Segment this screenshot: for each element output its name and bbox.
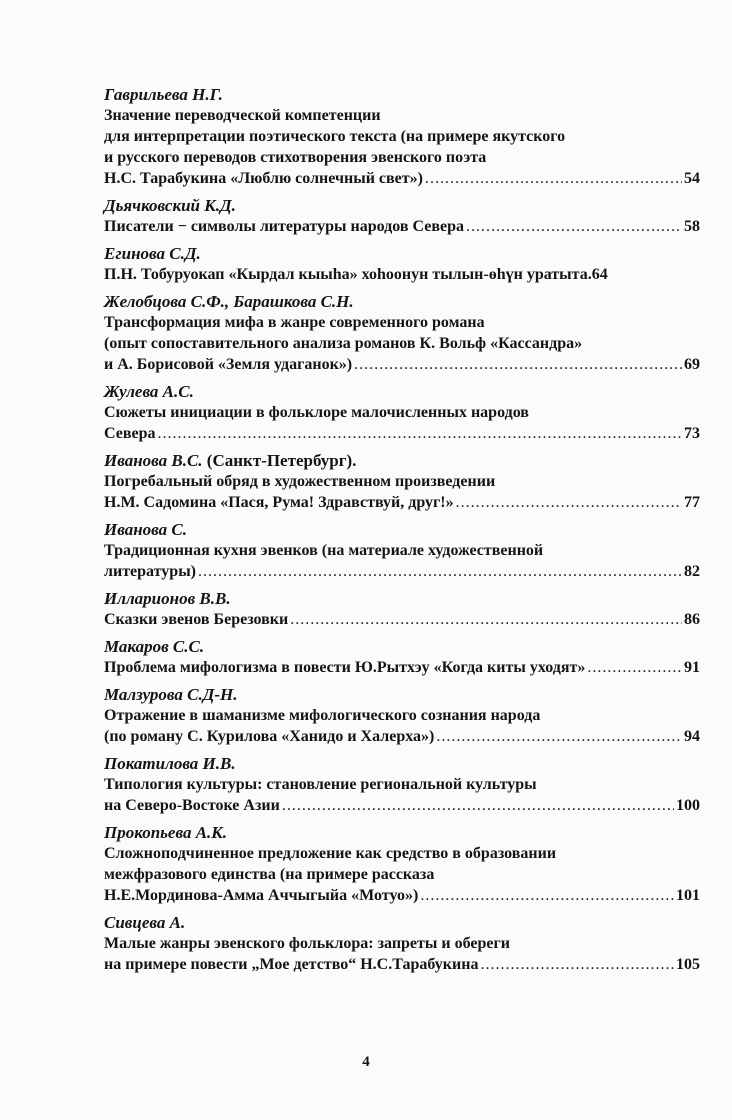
entry-page-number: 69 xyxy=(684,356,700,373)
leader-dots xyxy=(587,657,682,678)
entry-author: Желобцова С.Ф., Барашкова С.Н. xyxy=(104,292,354,311)
entry-author: Иванова С. xyxy=(104,520,187,539)
leader-dots xyxy=(198,561,682,582)
leader-dots xyxy=(354,354,682,375)
entry-page-number: 101 xyxy=(676,887,700,904)
toc-entry xyxy=(104,450,700,513)
entry-title-line: для интерпретации поэтического текста (на примере якутского xyxy=(104,128,566,145)
toc-entry xyxy=(104,822,700,906)
entry-page-number: 105 xyxy=(676,956,700,973)
entry-title-line: и русского переводов стихотворения эвенского поэта xyxy=(104,149,487,166)
entry-title-line: межфразового единства (на примере рассказа xyxy=(104,866,435,883)
toc-entry xyxy=(104,243,700,285)
entry-author: Макаров С.С. xyxy=(104,637,205,656)
leader-dots xyxy=(436,726,682,747)
toc-entry xyxy=(104,684,700,747)
entry-author: Прокопьева А.К. xyxy=(104,823,228,842)
entry-title-line: Традиционная кухня эвенков (на материале художественной xyxy=(104,542,544,559)
entry-author-note: (Санкт-Петербург). xyxy=(202,451,357,470)
leader-dots xyxy=(282,795,674,816)
entry-page-number: 91 xyxy=(684,659,700,676)
entry-author: Малзурова С.Д-Н. xyxy=(104,685,238,704)
toc-entry xyxy=(104,84,700,189)
toc-entry xyxy=(104,291,700,375)
toc-entry xyxy=(104,195,700,237)
entry-title-line: Сюжеты инициации в фольклоре малочисленных народов xyxy=(104,404,529,421)
toc-entry xyxy=(104,381,700,444)
entry-title-line: Отражение в шаманизме мифологического сознания народа xyxy=(104,707,541,724)
entry-author: Покатилова И.В. xyxy=(104,754,236,773)
entry-author: Иванова В.С. (Санкт-Петербург). xyxy=(104,451,357,470)
entry-title-line: Значение переводческой компетенции xyxy=(104,107,381,124)
toc-entry xyxy=(104,753,700,816)
entry-title-line: Типология культуры: становление региональной культуры xyxy=(104,776,537,793)
entry-last-line: Севера ..... 73 xyxy=(104,423,700,444)
toc-entry xyxy=(104,636,700,678)
entry-page-number: 73 xyxy=(684,425,700,442)
leader-dots xyxy=(158,423,683,444)
entry-title-line: Трансформация мифа в жанре современного романа xyxy=(104,314,485,331)
table-of-contents xyxy=(104,84,700,981)
page-footer-number: 4 xyxy=(362,1054,370,1070)
entry-page-number: 82 xyxy=(684,563,700,580)
entry-author: Илларионов В.В. xyxy=(104,589,231,608)
entry-title-line: Малые жанры эвенского фольклора: запреты и обереги xyxy=(104,935,510,952)
entry-page-number: 77 xyxy=(684,494,700,511)
entry-author: Егинова С.Д. xyxy=(104,244,201,263)
entry-last-line: литературы) ..... 82 xyxy=(104,561,700,582)
entry-last-line: Писатели − символы литературы народов Севера ..... 58 xyxy=(104,216,700,237)
leader-dots xyxy=(456,492,682,513)
entry-last-line: П.Н. Тобуруокап «Кырдал кыыhа» хоhоонун тылын-өһүн уратыта. 64 xyxy=(104,266,608,283)
entry-author: Дьячковский К.Д. xyxy=(104,196,236,215)
entry-page-number: 64 xyxy=(591,266,608,283)
entry-last-line: Сказки эвенов Березовки ..... 86 xyxy=(104,609,700,630)
leader-dots xyxy=(466,216,682,237)
entry-title-line: Сложноподчиненное предложение как средство в образовании xyxy=(104,845,557,862)
toc-entry xyxy=(104,588,700,630)
toc-entry xyxy=(104,519,700,582)
entry-last-line: Н.М. Садомина «Пася, Рума! Здравствуй, друг!» ..... 77 xyxy=(104,492,700,513)
leader-dots xyxy=(290,609,682,630)
leader-dots xyxy=(425,168,682,189)
entry-author: Гаврильева Н.Г. xyxy=(104,85,223,104)
entry-author: Жулева А.С. xyxy=(104,382,194,401)
leader-dots xyxy=(480,954,674,975)
entry-last-line: на Северо-Востоке Азии ..... 100 xyxy=(104,795,700,816)
entry-page-number: 86 xyxy=(684,611,700,628)
entry-author: Сивцева А. xyxy=(104,913,186,932)
entry-last-line: и А. Борисовой «Земля удаганок») ..... 69 xyxy=(104,354,700,375)
entry-page-number: 58 xyxy=(684,218,700,235)
entry-page-number: 94 xyxy=(684,728,700,745)
entry-title-line: Погребальный обряд в художественном произведении xyxy=(104,473,496,490)
entry-page-number: 100 xyxy=(676,797,700,814)
entry-last-line: (по роману С. Курилова «Ханидо и Халерха») ..... 94 xyxy=(104,726,700,747)
entry-title-line: (опыт сопоставительного анализа романов К. Вольф «Кассандра» xyxy=(104,335,583,352)
leader-dots xyxy=(420,885,674,906)
entry-last-line: Н.С. Тарабукина «Люблю солнечный свет») ..... 54 xyxy=(104,168,700,189)
entry-last-line: Проблема мифологизма в повести Ю.Рытхэу «Когда киты уходят» ..... 91 xyxy=(104,657,700,678)
entry-last-line: Н.Е.Мординова-Амма Аччыгыйа «Мотуо») ..... 101 xyxy=(104,885,700,906)
entry-page-number: 54 xyxy=(684,170,700,187)
entry-last-line: на примере повести „Мое детство“ Н.С.Тарабукина ..... 105 xyxy=(104,954,700,975)
toc-entry xyxy=(104,912,700,975)
